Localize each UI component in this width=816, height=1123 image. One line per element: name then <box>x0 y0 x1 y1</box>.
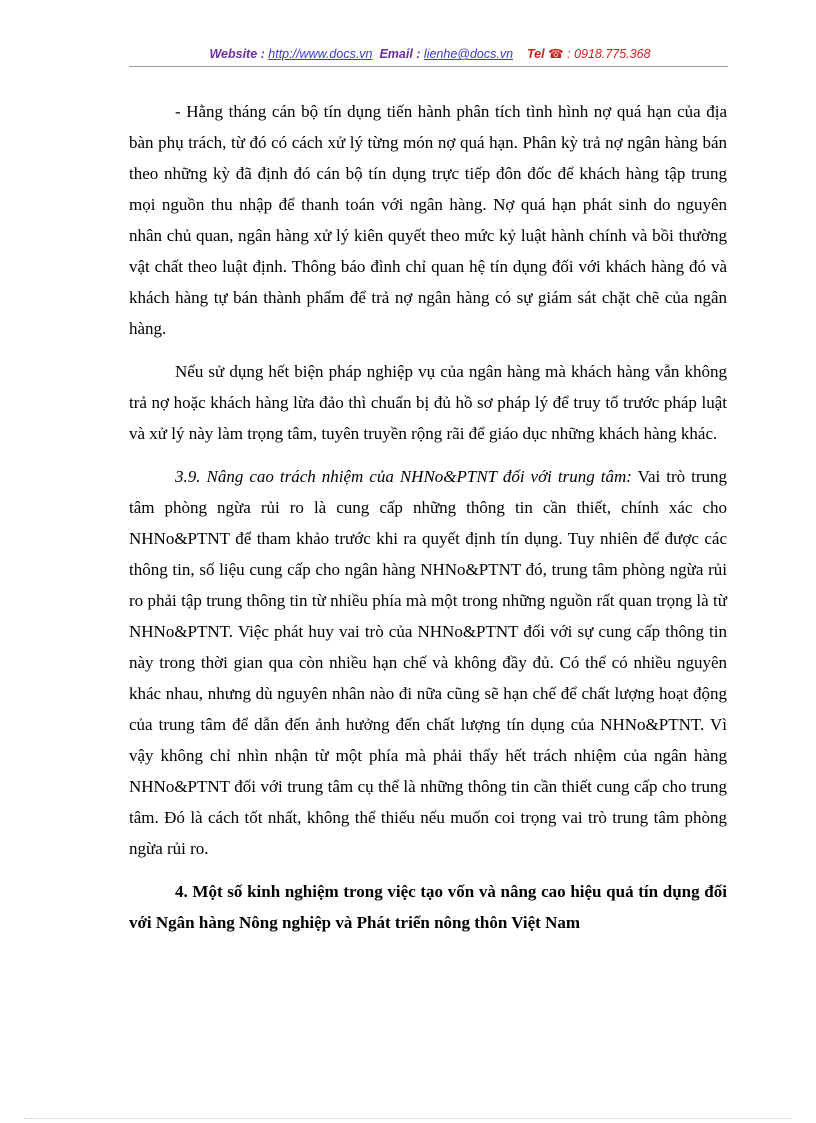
header-divider <box>129 66 728 67</box>
tel-number: 0918.775.368 <box>574 47 651 61</box>
paragraph-section-3-9 <box>129 461 727 864</box>
paragraph-overdue-debt: - Hằng tháng cán bộ tín dụng tiến hành phân tích tình hình nợ quá hạn của địa bàn phụ trách, từ đó có cách xử lý từng món nợ quá hạn. Phân kỳ trả nợ ngân hàng bán theo những kỳ đã định đó cán bộ tín dụng trực tiếp đôn đốc để khách hàng tập trung mọi nguồn thu nhập để thanh toán với ngân hàng. Nợ quá hạn phát sinh do nguyên nhân chủ quan, ngân hàng xử lý kiên quyết theo mức kỷ luật hành chính và bồi thường vật chất theo luật định. Thông báo đình chỉ quan hệ tín dụng đối với khách hàng đó và khách hàng tự bán thành phẩm để trả nợ ngân hàng có sự giám sát chặt chẽ của ngân hàng. <box>129 102 727 338</box>
website-label: Website <box>209 47 258 61</box>
section-3-9-text: Vai trò trung tâm phòng ngừa rủi ro là cung cấp những thông tin cần thiết, chính xác cho NHNo&PTNT để tham khảo trước khi ra quyết định tín dụng. Tuy nhiên để được các thông tin, số liệu cung cấp cho ngân hàng NHNo&PTNT đó, trung tâm phòng ngừa rủi ro phải tập trung thông tin từ nhiều phía mà một trong những nguồn rất quan trọng là từ NHNo&PTNT. Việc phát huy vai trò của NHNo&PTNT đối với sự cung cấp thông tin này trong thời gian qua còn nhiều hạn chế và không đầy đủ. Có thể có nhiều nguyên khác nhau, nhưng dù nguyên nhân nào đi nữa cũng sẽ hạn chế để chất lượng hoạt động của trung tâm để dẫn đến ảnh hưởng đến chất lượng tín dụng của NHNo&PTNT. Vì vậy không chỉ nhìn nhận từ một phía mà phải thấy hết trách nhiệm của ngân hàng NHNo&PTNT đối với trung tâm cụ thể là những thông tin cần thiết cung cấp cho trung tâm. Đó là cách tốt nhất, không thể thiếu nếu muốn coi trọng vai trò trung tâm phòng ngừa rủi ro. <box>129 467 727 858</box>
email-separator: : <box>412 47 424 61</box>
phone-icon: ☎ <box>548 47 564 61</box>
document-body <box>129 96 727 938</box>
website-link[interactable]: http://www.docs.vn <box>268 47 373 61</box>
section-4-heading: 4. Một số kinh nghiệm trong việc tạo vốn và nâng cao hiệu quả tín dụng đối với Ngân hàng Nông nghiệp và Phát triển nông thôn Việt Nam <box>129 882 727 932</box>
page-bottom-border <box>24 1118 792 1119</box>
email-link[interactable]: lienhe@docs.vn <box>423 47 514 61</box>
tel-separator: : <box>563 47 575 61</box>
page-header <box>130 46 730 61</box>
email-label: Email <box>379 47 413 61</box>
tel-label: Tel <box>526 47 545 61</box>
paragraph-legal-action: Nếu sử dụng hết biện pháp nghiệp vụ của ngân hàng mà khách hàng vẫn không trả nợ hoặc khách hàng lừa đảo thì chuẩn bị đủ hồ sơ pháp lý để truy tố trước pháp luật và xử lý này làm trọng tâm, tuyên truyền rộng rãi để giáo dục những khách hàng khác. <box>129 362 727 443</box>
section-3-9-title: 3.9. Nâng cao trách nhiệm của NHNo&PTNT đối với trung tâm: <box>175 467 632 486</box>
website-separator: : <box>257 47 269 61</box>
